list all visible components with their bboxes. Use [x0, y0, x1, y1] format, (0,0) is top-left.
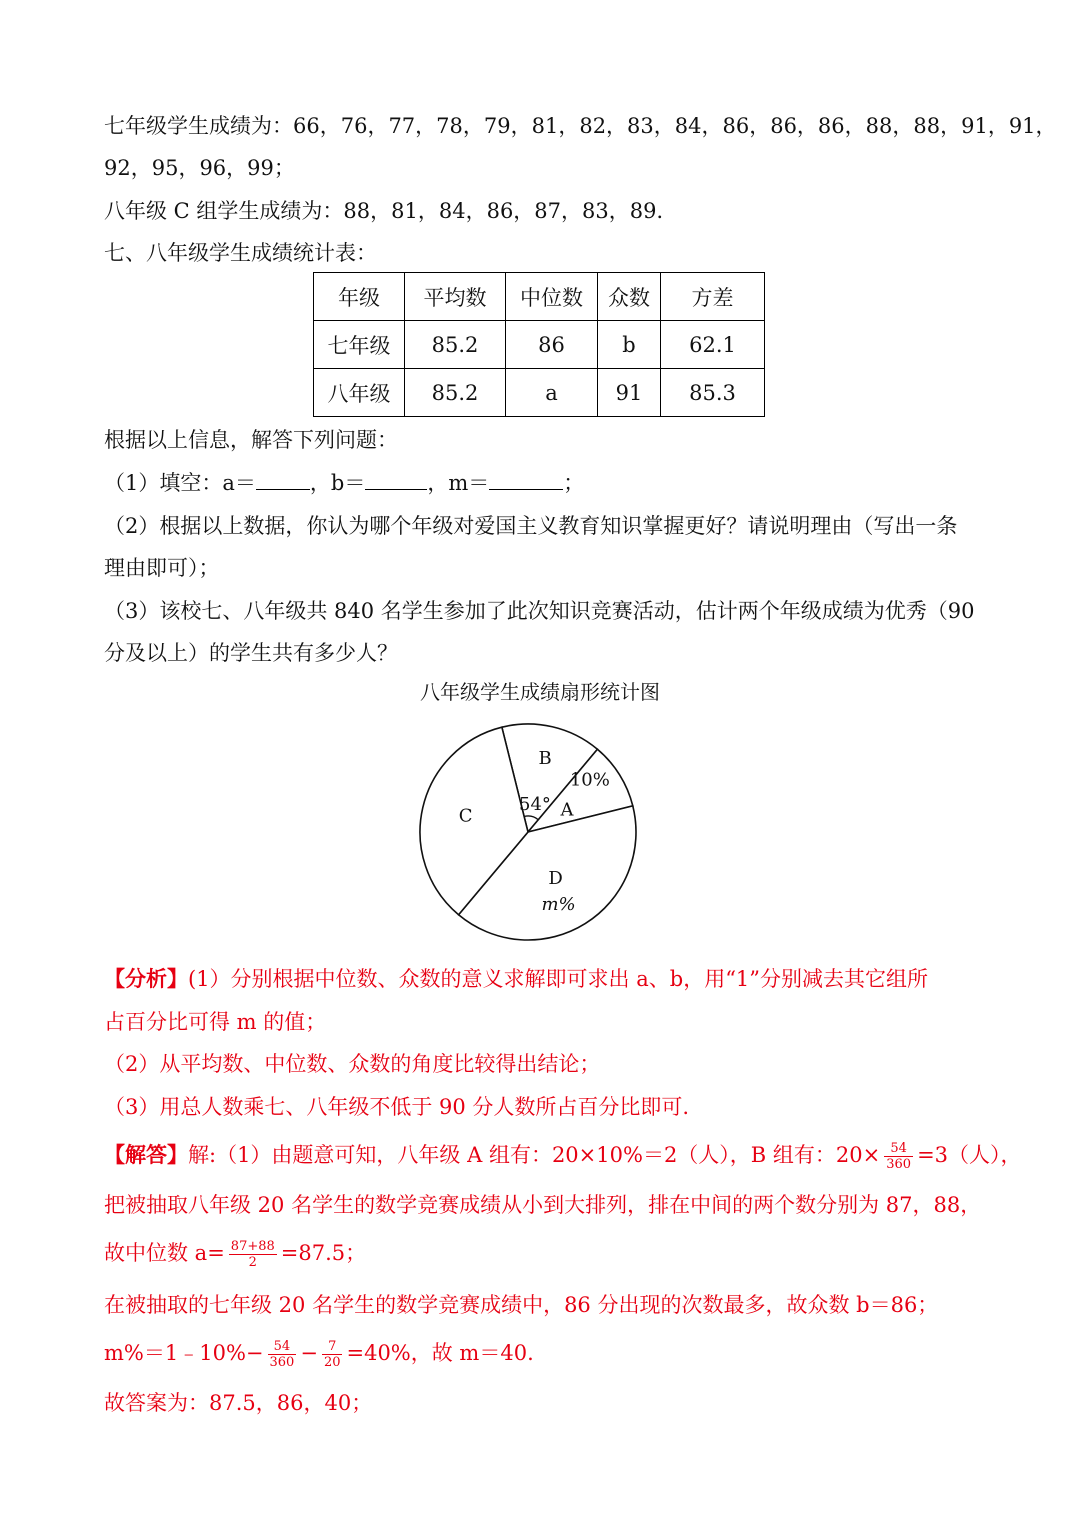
- question-3-line-2: 分及以上）的学生共有多少人？: [104, 641, 398, 665]
- slice-label-b: B: [538, 747, 552, 769]
- fraction-numerator: 87+88: [230, 1239, 275, 1254]
- solution-text-3a: 故中位数 a=: [104, 1241, 225, 1265]
- solution-line-5: [104, 1338, 980, 1370]
- table-cell: 85.3: [661, 369, 765, 417]
- fraction-54-360: [268, 1339, 297, 1370]
- table-cell: 62.1: [661, 321, 765, 369]
- q1-b-label: ，b＝: [309, 471, 366, 495]
- analysis-line-1: [104, 964, 980, 994]
- grade8-c-scores: 八年级 C 组学生成绩为：88，81，84，86，87，83，89．: [104, 199, 678, 223]
- table-cell: 85.2: [405, 321, 506, 369]
- table-header-cell: 平均数: [405, 273, 506, 321]
- question-2-line-2: 理由即可）；: [104, 556, 220, 580]
- slice-value-b: 54°: [519, 794, 551, 816]
- table-cell: 91: [598, 369, 661, 417]
- table-header-cell: 年级: [314, 273, 405, 321]
- fraction-denominator: 2: [248, 1255, 257, 1270]
- q1-end: ；: [563, 471, 585, 495]
- table-cell: 85.2: [405, 369, 506, 417]
- blank-m: [489, 469, 563, 490]
- question-3-line-1: （3）该校七、八年级共 840 名学生参加了此次知识竞赛活动，估计两个年级成绩为优秀（90: [104, 599, 975, 623]
- table-cell: 八年级: [314, 369, 405, 417]
- fraction-7-20: [322, 1339, 343, 1370]
- table-cell: 七年级: [314, 321, 405, 369]
- solution-line-6: 故答案为：87.5，86，40；: [104, 1391, 373, 1415]
- slice-value-a: 10%: [569, 769, 610, 791]
- analysis-line-2: 占百分比可得 m 的值；: [104, 1010, 327, 1034]
- slice-label-c: C: [458, 805, 473, 827]
- solution-minus: −: [300, 1341, 318, 1365]
- fraction-54-360: [884, 1141, 913, 1172]
- solution-line-2: 把被抽取八年级 20 名学生的数学竞赛成绩从小到大排列，排在中间的两个数分别为 87，88，: [104, 1193, 982, 1217]
- blank-b: [365, 469, 427, 490]
- solution-line-4: 在被抽取的七年级 20 名学生的数学竞赛成绩中，86 分出现的次数最多，故众数 b＝86；: [104, 1293, 939, 1317]
- table-header-cell: 中位数: [506, 273, 598, 321]
- fraction-numerator: 7: [322, 1339, 343, 1355]
- analysis-line-3: （2）从平均数、中位数、众数的角度比较得出结论；: [104, 1052, 601, 1076]
- question-1: [104, 468, 980, 498]
- table-cell: 86: [506, 321, 598, 369]
- pie-chart: [410, 712, 650, 952]
- chart-title: 八年级学生成绩扇形统计图: [420, 680, 660, 704]
- solution-text-1b: =3（人），: [917, 1143, 1022, 1167]
- question-2-line-1: （2）根据以上数据，你认为哪个年级对爱国主义教育知识掌握更好？请说明理由（写出一条: [104, 514, 958, 538]
- solution-text-5a: m%＝1﹣10%−: [104, 1341, 264, 1365]
- fraction-denominator: 20: [323, 1355, 341, 1370]
- fraction-denominator: 360: [269, 1355, 295, 1370]
- question-intro: 根据以上信息，解答下列问题：: [104, 428, 398, 452]
- analysis-line-4: （3）用总人数乘七、八年级不低于 90 分人数所占百分比即可.: [104, 1095, 690, 1119]
- fraction-numerator: 54: [268, 1339, 297, 1355]
- table-cell: a: [506, 369, 598, 417]
- fraction-denominator: 360: [886, 1157, 912, 1172]
- fraction-numerator: 54: [884, 1141, 913, 1157]
- fraction-median: [229, 1239, 277, 1270]
- table-header-cell: 众数: [598, 273, 661, 321]
- slice-label-d: D: [548, 868, 563, 890]
- table-cell: b: [598, 321, 661, 369]
- table-row: [314, 369, 765, 417]
- table-header-cell: 方差: [661, 273, 765, 321]
- grade7-scores-line-2: 92，95，96，99；: [104, 156, 295, 180]
- solution-tag: 【解答】: [104, 1142, 188, 1167]
- solution-text-5b: =40%，故 m＝40.: [346, 1341, 534, 1365]
- stats-table: [313, 272, 765, 417]
- solution-line-1: [104, 1140, 1022, 1172]
- blank-a: [256, 469, 310, 490]
- grade7-scores-line-1: 七年级学生成绩为：66，76，77，78，79，81，82，83，84，86，86，86，88，88，91，91，: [104, 114, 1057, 138]
- slice-label-a: A: [560, 799, 574, 821]
- table-row: [314, 321, 765, 369]
- solution-text-1a: 解:（1）由题意可知，八年级 A 组有：20×10%＝2（人），B 组有：20×: [188, 1143, 881, 1167]
- table-caption: 七、八年级学生成绩统计表：: [104, 241, 377, 265]
- table-header-row: [314, 273, 765, 321]
- q1-prefix: （1）填空：a＝: [104, 471, 256, 495]
- analysis-text-1: (1）分别根据中位数、众数的意义求解即可求出 a、b，用“1”分别减去其它组所: [188, 967, 929, 991]
- analysis-tag: 【分析】: [104, 966, 188, 991]
- solution-text-3b: =87.5；: [280, 1241, 367, 1265]
- q1-m-label: ，m＝: [427, 471, 490, 495]
- solution-line-3: [104, 1238, 980, 1270]
- slice-value-d: m%: [541, 894, 576, 916]
